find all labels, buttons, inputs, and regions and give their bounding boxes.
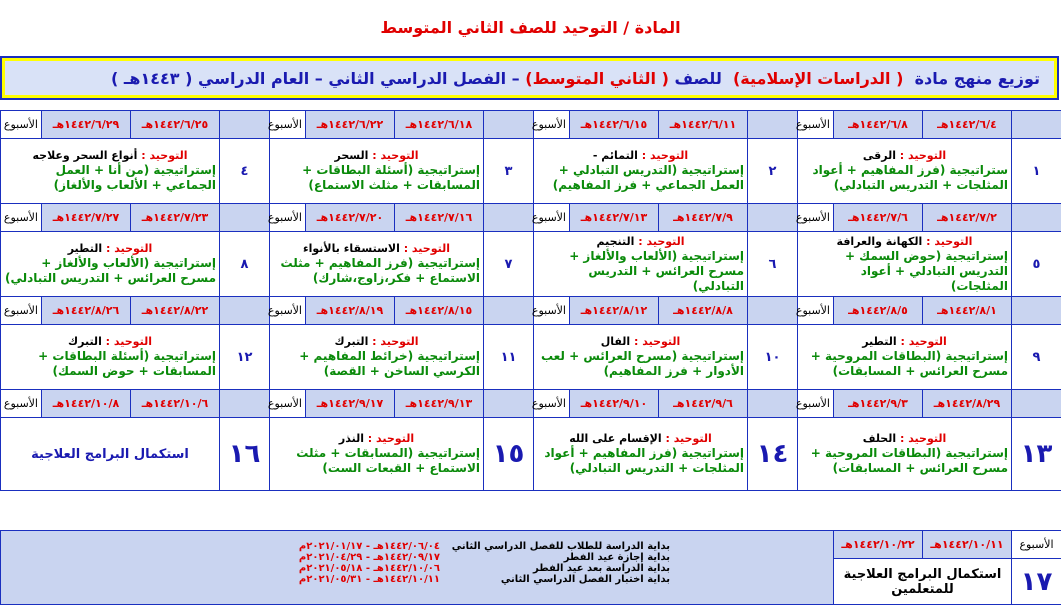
week-content-row xyxy=(1,325,1061,390)
week-topic: التوحيد : التمائم - xyxy=(592,149,689,162)
topic-text: التبرك xyxy=(334,335,369,348)
schedule-grid xyxy=(0,110,1061,491)
week-content xyxy=(1,139,220,204)
week-number: ١٦ xyxy=(220,418,270,491)
week-label: الأسبوع xyxy=(534,204,570,232)
week-date-to: ١٤٤٢/٧/٢٠هـ xyxy=(306,204,395,232)
topic-text: أنواع السحر وعلاجه xyxy=(32,149,138,162)
week-content xyxy=(798,232,1012,297)
week-strategy: إستراتيجية (أسئلة البطاقات + المسابقات + حوض السمك) xyxy=(38,349,216,378)
week-label: الأسبوع xyxy=(798,204,834,232)
week-strategy: إستراتيجية (الألعاب والألغاز + مسرح العرائس + التدريس التبادلي) xyxy=(5,256,216,285)
week-date-from: ١٤٤٢/١٠/١١هـ xyxy=(923,531,1012,559)
week-date-to: ١٤٤٢/٩/١٧هـ xyxy=(306,390,395,418)
topic-text: الاستسقاء بالأنواء xyxy=(303,242,400,255)
term-date-label: بداية إجازة عيد الفطر xyxy=(563,552,670,563)
week-date-from: ١٤٤٢/١٠/٦هـ xyxy=(131,390,220,418)
week-date-from: ١٤٤٢/٦/٤هـ xyxy=(923,111,1012,139)
week-content xyxy=(270,232,484,297)
header-grade: ( الثاني المتوسط) xyxy=(525,68,669,88)
week-date-spacer xyxy=(484,111,534,139)
week-date-to: ١٤٤٢/٦/١٥هـ xyxy=(570,111,659,139)
week-topic: التوحيد : الفال xyxy=(600,335,681,348)
week-content xyxy=(270,418,484,491)
week-date-to: ١٤٤٢/٦/٢٢هـ xyxy=(306,111,395,139)
week-content xyxy=(534,232,748,297)
week-strategy: إستراتيجية (مسرح العرائس + لعب الأدوار + فرز المفاهيم) xyxy=(540,349,744,378)
week-date-from: ١٤٤٢/٧/٢هـ xyxy=(923,204,1012,232)
week-number: ٣ xyxy=(484,139,534,204)
week-strategy: ستراتيجية (فرز المفاهيم + أعواد المثلجات + التدريس التبادلي) xyxy=(812,163,1008,192)
week-number: ١٥ xyxy=(484,418,534,491)
week-topic: التوحيد : التطير xyxy=(67,242,153,255)
week-date-spacer xyxy=(484,390,534,418)
week-date-spacer xyxy=(748,297,798,325)
term-date-value: ١٤٤٢/١٠/١١هـ - ٢٠٢١/٠٥/٣١م xyxy=(298,574,440,585)
week-dates-row xyxy=(1,204,1061,232)
week-number: ١٣ xyxy=(1012,418,1061,491)
week-date-to: ١٤٤٢/٧/٦هـ xyxy=(834,204,923,232)
topic-text: التنجيم xyxy=(596,234,635,248)
term-date-line xyxy=(4,574,670,585)
topic-label: التوحيد xyxy=(380,335,419,348)
week-number: ٨ xyxy=(220,232,270,297)
week-date-from: ١٤٤٢/٨/٨هـ xyxy=(659,297,748,325)
week-date-spacer xyxy=(1012,204,1061,232)
week-label: الأسبوع xyxy=(798,111,834,139)
term-date-value: ١٤٤٢/١٠/٠٦هـ - ٢٠٢١/٠٥/١٨م xyxy=(298,563,440,574)
week-date-spacer xyxy=(484,204,534,232)
week-date-from: ١٤٤٢/٧/٢٣هـ xyxy=(131,204,220,232)
week-date-from: ١٤٤٢/٦/٢٥هـ xyxy=(131,111,220,139)
week-number: ٦ xyxy=(748,232,798,297)
week-topic: التوحيد : أنواع السحر وعلاجه xyxy=(32,149,188,162)
week-number: ٩ xyxy=(1012,325,1061,390)
topic-text: الإقسام على الله xyxy=(569,432,662,445)
week-date-to: ١٤٤٢/٦/٨هـ xyxy=(834,111,923,139)
week-date-to: ١٤٤٢/٨/١٩هـ xyxy=(306,297,395,325)
week-number: ٧ xyxy=(484,232,534,297)
week-strategy: إستراتيجية (خرائط المفاهيم + الكرسي الساخن + القصة) xyxy=(299,349,480,378)
week-date-spacer xyxy=(220,390,270,418)
topic-label: التوحيد xyxy=(114,242,153,255)
week-date-to: ١٤٤٢/٦/٢٩هـ xyxy=(42,111,131,139)
week-label: الأسبوع xyxy=(1,390,42,418)
week-topic: التوحيد : السحر xyxy=(334,149,419,162)
subject-title: المادة / التوحيد للصف الثاني المتوسط xyxy=(380,18,681,37)
term-date-line xyxy=(4,563,670,574)
week-content xyxy=(798,418,1012,491)
week-date-spacer xyxy=(1012,390,1061,418)
week-label: الأسبوع xyxy=(534,390,570,418)
week-content xyxy=(534,139,748,204)
week-number: ١٠ xyxy=(748,325,798,390)
week-strategy: إستراتيجية (فرز المفاهيم + مثلث الاستماع + فكر،زاوج،شارك) xyxy=(280,256,480,285)
week-date-to: ١٤٤٢/٩/١٠هـ xyxy=(570,390,659,418)
week-topic: التوحيد : التبرك xyxy=(68,335,152,348)
week-date-from: ١٤٤٢/٨/١هـ xyxy=(923,297,1012,325)
week-date-from: ١٤٤٢/٦/١١هـ xyxy=(659,111,748,139)
week-topic: التوحيد : الاستسقاء بالأنواء xyxy=(303,242,450,255)
week-content-row xyxy=(1,232,1061,297)
week-content xyxy=(798,325,1012,390)
week-number: ٤ xyxy=(220,139,270,204)
topic-label: التوحيد xyxy=(673,432,712,445)
week-topic: التوحيد : الحلف xyxy=(862,432,947,445)
week-topic: التوحيد : التنجيم xyxy=(596,234,685,248)
week-content xyxy=(1,325,220,390)
topic-label: التوحيد xyxy=(650,149,689,162)
topic-label: التوحيد xyxy=(113,335,152,348)
term-dates-box xyxy=(1,531,834,605)
topic-label: التوحيد xyxy=(411,242,450,255)
topic-label: التوحيد xyxy=(376,432,415,445)
topic-text: الرقى xyxy=(862,149,896,162)
week-topic: التوحيد : التطير xyxy=(862,335,947,348)
week-strategy: إستراتيجية (الألعاب والألغاز + مسرح العرائس + التدريس التبادلي) xyxy=(569,248,744,293)
week-date-from: ١٤٤٢/٨/٢٢هـ xyxy=(131,297,220,325)
week-number: ١ xyxy=(1012,139,1061,204)
week-completion: استكمال البرامج العلاجية xyxy=(31,446,189,462)
week-date-to: ١٤٤٢/٨/١٢هـ xyxy=(570,297,659,325)
topic-text: التطير xyxy=(862,335,897,348)
topic-text: النذر xyxy=(338,432,364,445)
week-date-spacer xyxy=(1012,297,1061,325)
topic-text: التطير xyxy=(67,242,103,255)
week-label: الأسبوع xyxy=(1,111,42,139)
topic-label: التوحيد xyxy=(642,335,681,348)
week-date-spacer xyxy=(220,297,270,325)
header-part-3: للصف xyxy=(674,68,722,88)
week-number: ٢ xyxy=(748,139,798,204)
week-date-to: ١٤٤٢/٨/٢٦هـ xyxy=(42,297,131,325)
term-date-label: بداية اختبار الفصل الدراسي الثاني xyxy=(500,574,670,585)
week-content xyxy=(1,418,220,491)
week-content xyxy=(798,139,1012,204)
topic-text: الفال xyxy=(600,335,631,348)
week-content xyxy=(534,418,748,491)
week-content-row xyxy=(1,418,1061,491)
week-date-from: ١٤٤٢/٧/٩هـ xyxy=(659,204,748,232)
term-date-line xyxy=(4,552,670,563)
week-label: الأسبوع xyxy=(270,297,306,325)
week-date-from: ١٤٤٢/٩/١٣هـ xyxy=(395,390,484,418)
week-date-to: ١٤٤٢/١٠/٨هـ xyxy=(42,390,131,418)
week-date-spacer xyxy=(748,204,798,232)
week-number: ١٧ xyxy=(1012,559,1061,605)
term-date-label: بداية الدراسة بعد عيد الفطر xyxy=(533,563,670,574)
week-label: الأسبوع xyxy=(1012,531,1061,559)
week-date-spacer xyxy=(220,111,270,139)
week-date-spacer xyxy=(748,111,798,139)
week-strategy: إستراتيجية (البطاقات المروحية + مسرح العرائس + المسابقات) xyxy=(810,349,1008,378)
week-date-to: ١٤٤٢/٧/١٣هـ xyxy=(570,204,659,232)
week-strategy: إستراتيجية (حوض السمك + التدريس التبادلي + أعواد المثلجات) xyxy=(844,248,1008,293)
week-date-to: ١٤٤٢/٧/٢٧هـ xyxy=(42,204,131,232)
week-date-from: ١٤٤٢/٧/١٦هـ xyxy=(395,204,484,232)
week-strategy: إستراتيجية (أسئلة البطاقات + المسابقات + مثلث الاستماع) xyxy=(302,163,480,192)
header-subject: ( الدراسات الإسلامية) xyxy=(732,68,904,88)
header-part-1: توزيع منهج مادة xyxy=(914,68,1040,88)
topic-text: الكهانة والعرافة xyxy=(836,234,923,248)
week-topic: التوحيد : التبرك xyxy=(334,335,419,348)
week-topic: التوحيد : الرقى xyxy=(862,149,947,162)
week-content xyxy=(534,325,748,390)
week-date-from: ١٤٤٢/٦/١٨هـ xyxy=(395,111,484,139)
week-label: الأسبوع xyxy=(1,297,42,325)
term-date-value: ١٤٤٢/٠٦/٠٤هـ - ٢٠٢١/٠١/١٧م xyxy=(298,541,440,552)
topic-label: التوحيد xyxy=(934,234,973,248)
week-date-spacer xyxy=(484,297,534,325)
week-date-from: ١٤٤٢/٨/١٥هـ xyxy=(395,297,484,325)
week-date-spacer xyxy=(1012,111,1061,139)
week-label: الأسبوع xyxy=(270,204,306,232)
week-number: ١١ xyxy=(484,325,534,390)
week-number: ١٢ xyxy=(220,325,270,390)
week-strategy: إستراتيجية (التدريس التبادلي + العمل الجماعي + فرز المفاهيم) xyxy=(552,163,744,192)
term-date-label: بداية الدراسة للطلاب للفصل الدراسي الثاني xyxy=(451,541,670,552)
plan-header xyxy=(2,58,1057,98)
topic-label: التوحيد xyxy=(908,149,947,162)
topic-text: السحر xyxy=(334,149,369,162)
term-date-value: ١٤٤٢/٠٩/١٧هـ - ٢٠٢١/٠٤/٢٩م xyxy=(298,552,440,563)
topic-label: التوحيد xyxy=(380,149,419,162)
week-completion: استكمال البرامج العلاجية للمتعلمين xyxy=(834,559,1012,605)
topic-label: التوحيد xyxy=(149,149,188,162)
topic-label: التوحيد xyxy=(908,335,947,348)
week-date-to: ١٤٤٢/٩/٣هـ xyxy=(834,390,923,418)
week-date-spacer xyxy=(220,204,270,232)
week-label: الأسبوع xyxy=(798,297,834,325)
week-strategy: إستراتيجية (المسابقات + مثلث الاستماع + القبعات الست) xyxy=(296,446,480,475)
week-date-from: ١٤٤٢/٩/٦هـ xyxy=(659,390,748,418)
topic-label: التوحيد xyxy=(908,432,947,445)
term-date-line xyxy=(4,541,670,552)
week-dates-row xyxy=(1,111,1061,139)
week-label: الأسبوع xyxy=(534,297,570,325)
week-date-to: ١٤٤٢/٨/٥هـ xyxy=(834,297,923,325)
week-topic: التوحيد : الإقسام على الله xyxy=(569,432,712,445)
week-label: الأسبوع xyxy=(798,390,834,418)
week-strategy: إستراتيجية (البطاقات المروحية + مسرح العرائس + المسابقات) xyxy=(810,446,1008,475)
week-date-from: ١٤٤٢/٨/٢٩هـ xyxy=(923,390,1012,418)
week-topic: التوحيد : الكهانة والعرافة xyxy=(836,234,973,248)
topic-text: التبرك xyxy=(68,335,102,348)
week-topic: التوحيد : النذر xyxy=(338,432,415,445)
week-dates-row xyxy=(1,297,1061,325)
topic-text: الحلف xyxy=(862,432,897,445)
week-content-row xyxy=(1,139,1061,204)
week-date-spacer xyxy=(748,390,798,418)
week-number: ٥ xyxy=(1012,232,1061,297)
week-content xyxy=(1,232,220,297)
topic-text: التمائم - xyxy=(592,149,638,162)
week-label: الأسبوع xyxy=(270,390,306,418)
week-strategy: إستراتيجية (من أنا + العمل الجماعي + الألعاب والألغاز) xyxy=(53,163,216,192)
week-label: الأسبوع xyxy=(270,111,306,139)
week-content xyxy=(270,139,484,204)
week-content xyxy=(270,325,484,390)
week-number: ١٤ xyxy=(748,418,798,491)
week-label: الأسبوع xyxy=(1,204,42,232)
week-date-to: ١٤٤٢/١٠/٢٢هـ xyxy=(834,531,923,559)
week-dates-row xyxy=(1,390,1061,418)
week-strategy: إستراتيجية (فرز المفاهيم + أعواد المثلجات + التدريس التبادلي) xyxy=(544,446,744,475)
footer-block xyxy=(0,530,1061,605)
header-term-year: – الفصل الدراسي الثاني – العام الدراسي ( ١٤٤٣هـ ) xyxy=(111,68,520,88)
week-label: الأسبوع xyxy=(534,111,570,139)
topic-label: التوحيد xyxy=(646,234,685,248)
